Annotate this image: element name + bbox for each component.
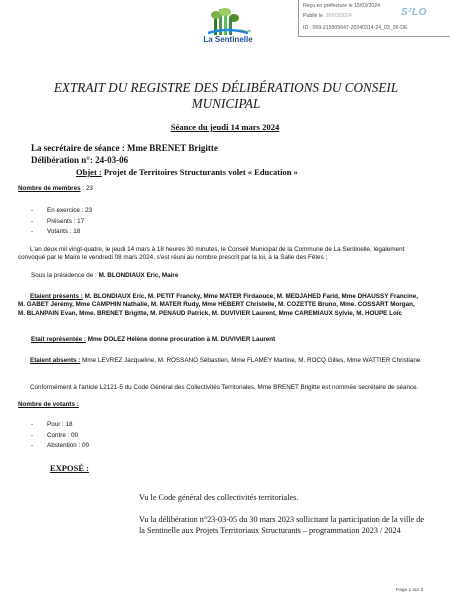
logo-name: La Sentinelle	[203, 35, 253, 44]
bullet-dash: -	[31, 218, 34, 225]
bullet-dash: -	[31, 421, 34, 428]
document-title: EXTRAIT DU REGISTRE DES DÉLIBÉRATIONS DU CONSEIL MUNICIPAL	[53, 80, 399, 111]
membres-exercice: En exercice : 23	[47, 207, 93, 214]
presidence-line: Sous la présidence de : M. BLONDIAUX Eric, Maire	[31, 272, 179, 279]
deliberation-number: Délibération n°: 24-03-06	[31, 155, 129, 165]
presents-paragraph: Etaient présents : M. BLONDIAUX Eric, M. PETIT Francky, Mme MATER Firdaouce, M. MEDJAHED Farid, Mme DHAUSSY Francine, M. GABET Jérémy, Mme CAMPHIN Nathalie, M. MATER Rudy, Mme HEBERT Christelle, M. COZETTE Bruno, Mme. COSSART Morgan, M. BLANPAIN Evan, Mme. BRENET Brigitte, M. PENAUD Patrick, M. DUVIVIER Laurent, Mme CAREMIAUX Sylvie, M. HOUPE Loïc	[18, 293, 419, 317]
expose-heading: EXPOSÉ :	[50, 463, 89, 473]
bullet-dash: -	[31, 228, 34, 235]
stamp-published: Publié le 20/03/2024	[303, 13, 352, 19]
vu-deliberation-paragraph: Vu la délibération n°23-03-05 du 30 mars 2023 sollicitant la participation de la ville de la Sentinelle aux Projets Territoriaux Structurants – programmation 2023 / 2024	[139, 515, 424, 535]
objet-label: Objet :	[76, 167, 102, 177]
objet-line	[76, 167, 298, 177]
membres-heading: Nombre de membres : 23	[18, 185, 93, 192]
vu-code-paragraph: Vu le Code général des collectivités territoriales.	[139, 493, 299, 502]
vote-pour: Pour : 18	[47, 421, 73, 428]
seance-date: Séance du jeudi 14 mars 2024	[170, 122, 280, 132]
represente-line: Etait représentée : Mme DOLEZ Hélène donne procuration à M. DUVIVIER Laurent	[31, 336, 276, 343]
stamp-received: Reçu en préfecture le 15/03/2024	[303, 3, 381, 9]
conformement-paragraph: Conformément à l'article L2121-5 du Code Général des Collectivités Territoriales, Mme BRENET Brigitte est nommée secrétaire de séance.	[30, 384, 419, 391]
vote-abstention: Abstention : 00	[47, 442, 90, 449]
bullet-dash: -	[31, 432, 34, 439]
membres-votants: Votants : 18	[47, 228, 81, 235]
intro-paragraph: L'an deux mil vingt-quatre, le jeudi 14 mars à 18 heures 30 minutes, le Conseil Municipal de la Commune de La Sentinelle, légalement convoqué par le Maire le vendredi 08 mars 2024, s'est réuni au nombre prescrit par la loi, à la Salle des Fêtes ;	[18, 246, 405, 262]
bullet-dash: -	[31, 207, 34, 214]
objet-text: Projet de Territoires Structurants volet « Education »	[103, 167, 298, 177]
membres-presents: Présents : 17	[47, 218, 85, 225]
vote-contre: Contre : 00	[47, 432, 79, 439]
absents-paragraph: Etaient absents : Mme LEVREZ Jacqueline, M. ROSSANO Sébastien, Mme FLAMEY Martine, M. ROCQ Gilles, Mme WATTIER Christiane	[30, 357, 421, 364]
secretaire-line: La secrétaire de séance : Mme BRENET Brigitte	[31, 143, 218, 153]
stamp-id: ID : 059-215905647-20240314-24_03_06-DE	[303, 25, 408, 31]
s2lo-logo: S²LO	[401, 7, 427, 18]
page-number: Page 1 sur 2	[396, 588, 424, 593]
bullet-dash: -	[31, 442, 34, 449]
prefecture-stamp	[298, 0, 450, 37]
logo-ville-de: Ville de	[238, 28, 252, 33]
votants-heading: Nombre de votants :	[18, 401, 79, 408]
